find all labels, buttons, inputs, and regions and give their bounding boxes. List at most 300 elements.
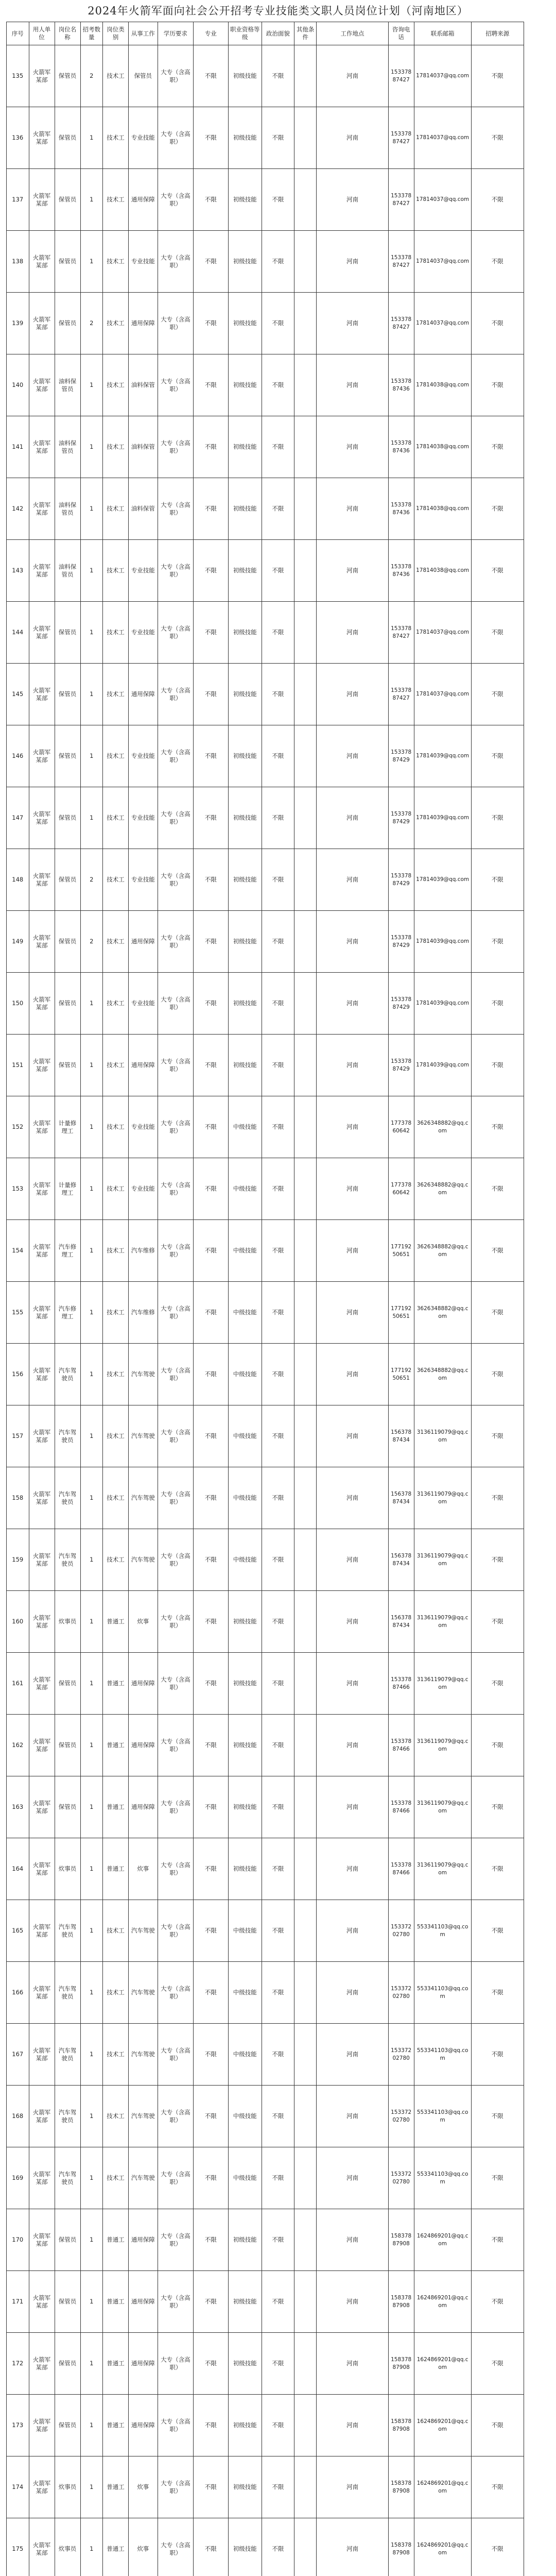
table-cell: 技术工 bbox=[103, 231, 129, 293]
table-cell: 火箭军某部 bbox=[29, 849, 55, 911]
table-cell: 145 bbox=[7, 664, 29, 725]
table-cell: 技术工 bbox=[103, 416, 129, 478]
table-cell: 技术工 bbox=[103, 1282, 129, 1344]
table-cell: 炊事 bbox=[129, 1591, 158, 1653]
table-cell: 河南 bbox=[317, 107, 388, 169]
table-cell: 1 bbox=[80, 540, 103, 602]
table-cell: 139 bbox=[7, 293, 29, 354]
table-cell: 1 bbox=[80, 2456, 103, 2518]
table-cell: 河南 bbox=[317, 1096, 388, 1158]
table-cell: 15337202780 bbox=[388, 2086, 414, 2147]
table-cell: 不限 bbox=[194, 2395, 228, 2456]
table-cell: 通用保障 bbox=[129, 911, 158, 973]
table-cell: 火箭军某部 bbox=[29, 1776, 55, 1838]
table-cell: 不限 bbox=[471, 1962, 524, 2024]
table-cell: 河南 bbox=[317, 45, 388, 107]
table-cell: 中级技能 bbox=[228, 2147, 262, 2209]
table-cell: 大专（含高职） bbox=[158, 602, 194, 664]
table-cell bbox=[294, 45, 317, 107]
table-cell: 15337887466 bbox=[388, 1653, 414, 1715]
table-cell: 不限 bbox=[262, 293, 294, 354]
table-cell: 初级技能 bbox=[228, 169, 262, 231]
table-cell: 大专（含高职） bbox=[158, 1282, 194, 1344]
table-cell: 火箭军某部 bbox=[29, 1344, 55, 1405]
table-cell bbox=[294, 1776, 317, 1838]
table-cell: 保管员 bbox=[55, 45, 80, 107]
table-cell: 3136119079@qq.com bbox=[414, 1776, 471, 1838]
column-header: 序号 bbox=[7, 22, 29, 45]
table-cell: 不限 bbox=[194, 1776, 228, 1838]
table-cell: 火箭军某部 bbox=[29, 2147, 55, 2209]
table-cell: 大专（含高职） bbox=[158, 1529, 194, 1591]
table-cell: 不限 bbox=[262, 1282, 294, 1344]
table-cell: 技术工 bbox=[103, 1344, 129, 1405]
table-cell: 17814037@qq.com bbox=[414, 293, 471, 354]
table-cell: 不限 bbox=[471, 911, 524, 973]
table-cell: 不限 bbox=[194, 45, 228, 107]
table-cell: 油料保管 bbox=[129, 416, 158, 478]
table-cell: 不限 bbox=[194, 1158, 228, 1220]
table-cell: 河南 bbox=[317, 1220, 388, 1282]
table-cell bbox=[294, 354, 317, 416]
table-cell: 大专（含高职） bbox=[158, 725, 194, 787]
table-cell: 火箭军某部 bbox=[29, 1096, 55, 1158]
table-cell bbox=[294, 1529, 317, 1591]
table-cell: 不限 bbox=[194, 1715, 228, 1776]
table-cell: 油料保管员 bbox=[55, 354, 80, 416]
table-cell: 火箭军某部 bbox=[29, 1282, 55, 1344]
table-cell: 15637887434 bbox=[388, 1467, 414, 1529]
table-cell: 3136119079@qq.com bbox=[414, 1838, 471, 1900]
table-cell: 15637887434 bbox=[388, 1405, 414, 1467]
table-cell: 1 bbox=[80, 1591, 103, 1653]
table-cell bbox=[294, 1096, 317, 1158]
table-cell: 大专（含高职） bbox=[158, 2209, 194, 2271]
table-cell: 1 bbox=[80, 2395, 103, 2456]
table-cell: 大专（含高职） bbox=[158, 169, 194, 231]
table-cell: 汽车驾驶 bbox=[129, 1405, 158, 1467]
table-row bbox=[7, 2456, 550, 2518]
table-cell: 技术工 bbox=[103, 2086, 129, 2147]
table-cell: 普通工 bbox=[103, 2518, 129, 2576]
table-cell: 初级技能 bbox=[228, 478, 262, 540]
table-cell: 河南 bbox=[317, 354, 388, 416]
table-cell bbox=[294, 2086, 317, 2147]
table-cell: 初级技能 bbox=[228, 540, 262, 602]
table-cell: 不限 bbox=[471, 107, 524, 169]
table-cell: 不限 bbox=[194, 1035, 228, 1096]
table-cell: 火箭军某部 bbox=[29, 2086, 55, 2147]
table-cell bbox=[294, 2024, 317, 2086]
table-cell: 大专（含高职） bbox=[158, 1900, 194, 1962]
table-cell: 17814038@qq.com bbox=[414, 478, 471, 540]
table-cell: 保管员 bbox=[55, 911, 80, 973]
table-cell: 保管员 bbox=[55, 2209, 80, 2271]
table-cell: 166 bbox=[7, 1962, 29, 2024]
table-row bbox=[7, 2147, 550, 2209]
table-cell: 135 bbox=[7, 45, 29, 107]
table-cell: 河南 bbox=[317, 849, 388, 911]
table-cell: 不限 bbox=[262, 231, 294, 293]
column-header: 职业资格等级 bbox=[228, 22, 262, 45]
table-cell: 初级技能 bbox=[228, 1591, 262, 1653]
table-cell: 河南 bbox=[317, 1282, 388, 1344]
column-header: 联系邮箱 bbox=[414, 22, 471, 45]
table-cell: 不限 bbox=[471, 2271, 524, 2333]
table-cell: 不限 bbox=[471, 849, 524, 911]
table-cell: 不限 bbox=[262, 1467, 294, 1529]
table-cell: 初级技能 bbox=[228, 354, 262, 416]
column-header: 咨询电话 bbox=[388, 22, 414, 45]
table-cell: 技术工 bbox=[103, 1962, 129, 2024]
table-cell: 保管员 bbox=[55, 2271, 80, 2333]
table-row bbox=[7, 725, 550, 787]
table-cell: 火箭军某部 bbox=[29, 787, 55, 849]
table-cell: 1624869201@qq.com bbox=[414, 2395, 471, 2456]
table-cell: 大专（含高职） bbox=[158, 416, 194, 478]
table-cell: 不限 bbox=[262, 2024, 294, 2086]
table-cell: 不限 bbox=[194, 1405, 228, 1467]
table-cell: 初级技能 bbox=[228, 293, 262, 354]
table-cell bbox=[294, 2209, 317, 2271]
table-cell: 初级技能 bbox=[228, 664, 262, 725]
table-cell: 不限 bbox=[194, 1653, 228, 1715]
table-cell: 通用保障 bbox=[129, 169, 158, 231]
table-cell: 不限 bbox=[471, 45, 524, 107]
table-cell: 不限 bbox=[262, 540, 294, 602]
table-cell: 普通工 bbox=[103, 2395, 129, 2456]
table-cell: 15337887429 bbox=[388, 973, 414, 1035]
table-cell: 不限 bbox=[194, 169, 228, 231]
table-cell bbox=[294, 1467, 317, 1529]
table-cell: 通用保障 bbox=[129, 2271, 158, 2333]
table-cell: 技术工 bbox=[103, 354, 129, 416]
table-cell: 初级技能 bbox=[228, 2456, 262, 2518]
table-cell: 1 bbox=[80, 416, 103, 478]
table-cell: 1 bbox=[80, 664, 103, 725]
table-cell: 不限 bbox=[194, 973, 228, 1035]
table-cell: 中级技能 bbox=[228, 2024, 262, 2086]
table-cell: 汽车驾驶员 bbox=[55, 2024, 80, 2086]
table-cell: 159 bbox=[7, 1529, 29, 1591]
table-cell: 技术工 bbox=[103, 1096, 129, 1158]
table-cell: 初级技能 bbox=[228, 787, 262, 849]
table-cell: 大专（含高职） bbox=[158, 2271, 194, 2333]
table-cell: 普通工 bbox=[103, 1838, 129, 1900]
table-cell: 不限 bbox=[194, 2456, 228, 2518]
table-cell: 初级技能 bbox=[228, 1838, 262, 1900]
table-cell: 火箭军某部 bbox=[29, 911, 55, 973]
column-header: 其他条件 bbox=[294, 22, 317, 45]
table-cell: 17814037@qq.com bbox=[414, 231, 471, 293]
table-cell: 初级技能 bbox=[228, 416, 262, 478]
table-cell: 中级技能 bbox=[228, 1344, 262, 1405]
table-cell: 不限 bbox=[194, 725, 228, 787]
table-cell: 17737860642 bbox=[388, 1096, 414, 1158]
table-cell: 中级技能 bbox=[228, 1900, 262, 1962]
table-cell: 河南 bbox=[317, 725, 388, 787]
table-cell: 火箭军某部 bbox=[29, 354, 55, 416]
table-cell: 大专（含高职） bbox=[158, 2086, 194, 2147]
table-cell: 不限 bbox=[194, 2209, 228, 2271]
table-cell: 技术工 bbox=[103, 1405, 129, 1467]
table-cell: 大专（含高职） bbox=[158, 787, 194, 849]
table-cell: 不限 bbox=[262, 2086, 294, 2147]
table-cell: 17814039@qq.com bbox=[414, 1035, 471, 1096]
table-cell: 3136119079@qq.com bbox=[414, 1405, 471, 1467]
table-cell: 河南 bbox=[317, 787, 388, 849]
table-body bbox=[7, 45, 550, 2576]
table-cell: 3626348882@qq.com bbox=[414, 1096, 471, 1158]
table-cell: 17814038@qq.com bbox=[414, 540, 471, 602]
table-cell: 15337887466 bbox=[388, 1776, 414, 1838]
table-cell: 不限 bbox=[262, 416, 294, 478]
table-cell: 160 bbox=[7, 1591, 29, 1653]
table-row bbox=[7, 849, 550, 911]
table-cell bbox=[294, 1962, 317, 2024]
table-cell: 初级技能 bbox=[228, 45, 262, 107]
table-cell: 175 bbox=[7, 2518, 29, 2576]
table-cell: 不限 bbox=[262, 2147, 294, 2209]
table-row bbox=[7, 231, 550, 293]
table-cell bbox=[294, 849, 317, 911]
positions-table bbox=[6, 22, 550, 2576]
table-cell: 大专（含高职） bbox=[158, 478, 194, 540]
table-cell: 不限 bbox=[471, 293, 524, 354]
column-header: 工作地点 bbox=[317, 22, 388, 45]
table-cell: 大专（含高职） bbox=[158, 664, 194, 725]
table-cell: 大专（含高职） bbox=[158, 1220, 194, 1282]
table-cell: 技术工 bbox=[103, 45, 129, 107]
table-cell: 不限 bbox=[262, 1962, 294, 2024]
table-cell: 不限 bbox=[194, 1467, 228, 1529]
table-cell: 大专（含高职） bbox=[158, 973, 194, 1035]
table-cell: 不限 bbox=[262, 1220, 294, 1282]
table-cell: 初级技能 bbox=[228, 1715, 262, 1776]
table-cell: 火箭军某部 bbox=[29, 416, 55, 478]
column-header: 用人单位 bbox=[29, 22, 55, 45]
table-cell: 不限 bbox=[471, 973, 524, 1035]
table-cell: 3626348882@qq.com bbox=[414, 1220, 471, 1282]
table-cell: 大专（含高职） bbox=[158, 1096, 194, 1158]
table-cell: 17814039@qq.com bbox=[414, 849, 471, 911]
table-cell: 15337887427 bbox=[388, 231, 414, 293]
table-cell: 技术工 bbox=[103, 1220, 129, 1282]
table-cell: 河南 bbox=[317, 416, 388, 478]
table-cell: 技术工 bbox=[103, 1900, 129, 1962]
table-row bbox=[7, 169, 550, 231]
table-cell: 不限 bbox=[262, 1344, 294, 1405]
table-cell: 1 bbox=[80, 478, 103, 540]
table-cell: 172 bbox=[7, 2333, 29, 2395]
table-cell: 火箭军某部 bbox=[29, 2456, 55, 2518]
table-cell: 保管员 bbox=[129, 45, 158, 107]
table-cell: 15337887427 bbox=[388, 169, 414, 231]
table-cell: 15337202780 bbox=[388, 2147, 414, 2209]
table-cell: 17814039@qq.com bbox=[414, 911, 471, 973]
table-cell: 不限 bbox=[471, 725, 524, 787]
table-cell: 15337887466 bbox=[388, 1715, 414, 1776]
table-cell: 河南 bbox=[317, 2333, 388, 2395]
table-cell: 汽车驾驶 bbox=[129, 1529, 158, 1591]
table-cell: 大专（含高职） bbox=[158, 2395, 194, 2456]
table-cell: 不限 bbox=[471, 1838, 524, 1900]
table-cell: 汽车驾驶员 bbox=[55, 2147, 80, 2209]
table-row bbox=[7, 45, 550, 107]
table-row bbox=[7, 1096, 550, 1158]
table-cell: 河南 bbox=[317, 169, 388, 231]
table-cell: 1624869201@qq.com bbox=[414, 2333, 471, 2395]
table-cell: 15337887429 bbox=[388, 725, 414, 787]
table-cell: 不限 bbox=[262, 1776, 294, 1838]
table-cell: 大专（含高职） bbox=[158, 354, 194, 416]
table-cell: 553341103@qq.com bbox=[414, 2086, 471, 2147]
table-cell: 炊事员 bbox=[55, 1591, 80, 1653]
table-cell: 不限 bbox=[471, 602, 524, 664]
table-cell bbox=[294, 1035, 317, 1096]
table-cell: 不限 bbox=[262, 169, 294, 231]
table-cell: 不限 bbox=[471, 1220, 524, 1282]
table-cell: 火箭军某部 bbox=[29, 1900, 55, 1962]
table-cell: 137 bbox=[7, 169, 29, 231]
table-row bbox=[7, 1158, 550, 1220]
table-cell: 1624869201@qq.com bbox=[414, 2456, 471, 2518]
table-cell bbox=[294, 973, 317, 1035]
table-cell: 17814039@qq.com bbox=[414, 725, 471, 787]
table-cell: 初级技能 bbox=[228, 725, 262, 787]
table-cell: 15637887434 bbox=[388, 1591, 414, 1653]
table-cell: 不限 bbox=[471, 416, 524, 478]
table-cell: 初级技能 bbox=[228, 107, 262, 169]
table-cell: 火箭军某部 bbox=[29, 1220, 55, 1282]
table-cell: 15837887908 bbox=[388, 2518, 414, 2576]
table-cell: 不限 bbox=[471, 2086, 524, 2147]
table-cell: 不限 bbox=[194, 1220, 228, 1282]
table-cell: 不限 bbox=[471, 540, 524, 602]
table-cell: 专业技能 bbox=[129, 1158, 158, 1220]
table-cell: 普通工 bbox=[103, 2209, 129, 2271]
table-cell: 17814037@qq.com bbox=[414, 45, 471, 107]
table-cell: 初级技能 bbox=[228, 1653, 262, 1715]
table-cell: 炊事 bbox=[129, 1838, 158, 1900]
table-cell: 不限 bbox=[194, 2024, 228, 2086]
table-cell: 大专（含高职） bbox=[158, 911, 194, 973]
table-cell: 不限 bbox=[262, 1405, 294, 1467]
table-cell: 不限 bbox=[194, 2271, 228, 2333]
table-row bbox=[7, 478, 550, 540]
table-cell: 大专（含高职） bbox=[158, 1776, 194, 1838]
table-cell bbox=[294, 725, 317, 787]
table-cell: 不限 bbox=[471, 169, 524, 231]
table-cell: 不限 bbox=[262, 664, 294, 725]
table-cell: 1 bbox=[80, 973, 103, 1035]
table-cell: 火箭军某部 bbox=[29, 107, 55, 169]
table-cell: 2 bbox=[80, 911, 103, 973]
table-cell: 河南 bbox=[317, 1591, 388, 1653]
table-cell: 技术工 bbox=[103, 478, 129, 540]
table-cell: 大专（含高职） bbox=[158, 1653, 194, 1715]
table-cell: 中级技能 bbox=[228, 1096, 262, 1158]
table-row bbox=[7, 1035, 550, 1096]
table-cell: 不限 bbox=[194, 2147, 228, 2209]
table-cell: 保管员 bbox=[55, 849, 80, 911]
table-cell: 汽车驾驶 bbox=[129, 1900, 158, 1962]
table-cell: 中级技能 bbox=[228, 2086, 262, 2147]
table-cell: 普通工 bbox=[103, 2333, 129, 2395]
table-cell: 技术工 bbox=[103, 1467, 129, 1529]
table-cell: 初级技能 bbox=[228, 911, 262, 973]
table-cell: 不限 bbox=[194, 107, 228, 169]
table-cell: 151 bbox=[7, 1035, 29, 1096]
table-cell: 不限 bbox=[262, 849, 294, 911]
table-cell: 通用保障 bbox=[129, 1653, 158, 1715]
table-row bbox=[7, 1715, 550, 1776]
table-cell: 汽车驾驶 bbox=[129, 1962, 158, 2024]
table-cell: 1 bbox=[80, 1653, 103, 1715]
table-row bbox=[7, 911, 550, 973]
table-row bbox=[7, 1405, 550, 1467]
table-cell: 中级技能 bbox=[228, 1467, 262, 1529]
table-cell: 148 bbox=[7, 849, 29, 911]
table-cell: 1 bbox=[80, 169, 103, 231]
table-cell: 17719250651 bbox=[388, 1220, 414, 1282]
table-cell: 火箭军某部 bbox=[29, 1653, 55, 1715]
table-cell: 1 bbox=[80, 1344, 103, 1405]
table-cell: 火箭军某部 bbox=[29, 169, 55, 231]
table-cell: 初级技能 bbox=[228, 2518, 262, 2576]
table-cell: 3626348882@qq.com bbox=[414, 1158, 471, 1220]
table-row bbox=[7, 2024, 550, 2086]
table-cell: 普通工 bbox=[103, 1776, 129, 1838]
table-cell: 不限 bbox=[471, 1529, 524, 1591]
table-cell: 17719250651 bbox=[388, 1282, 414, 1344]
table-row bbox=[7, 973, 550, 1035]
table-cell: 汽车维修 bbox=[129, 1220, 158, 1282]
column-header: 从事工作 bbox=[129, 22, 158, 45]
table-cell: 河南 bbox=[317, 973, 388, 1035]
table-cell: 15337887427 bbox=[388, 107, 414, 169]
table-cell: 不限 bbox=[194, 664, 228, 725]
table-cell: 大专（含高职） bbox=[158, 2333, 194, 2395]
table-cell: 大专（含高职） bbox=[158, 1715, 194, 1776]
table-cell: 河南 bbox=[317, 1838, 388, 1900]
table-cell: 不限 bbox=[471, 1282, 524, 1344]
table-cell: 173 bbox=[7, 2395, 29, 2456]
table-cell bbox=[294, 1282, 317, 1344]
table-cell: 专业技能 bbox=[129, 787, 158, 849]
table-cell: 火箭军某部 bbox=[29, 1158, 55, 1220]
table-row bbox=[7, 1467, 550, 1529]
table-cell bbox=[294, 1158, 317, 1220]
table-cell bbox=[294, 293, 317, 354]
table-cell: 火箭军某部 bbox=[29, 293, 55, 354]
table-cell: 通用保障 bbox=[129, 293, 158, 354]
table-cell: 火箭军某部 bbox=[29, 1838, 55, 1900]
table-cell: 汽车驾驶 bbox=[129, 2086, 158, 2147]
table-cell: 火箭军某部 bbox=[29, 1962, 55, 2024]
table-cell: 汽车驾驶员 bbox=[55, 1467, 80, 1529]
table-cell: 1624869201@qq.com bbox=[414, 2209, 471, 2271]
table-cell: 通用保障 bbox=[129, 2395, 158, 2456]
table-cell: 不限 bbox=[194, 1591, 228, 1653]
table-cell: 河南 bbox=[317, 2456, 388, 2518]
table-cell: 大专（含高职） bbox=[158, 1035, 194, 1096]
table-cell: 河南 bbox=[317, 1035, 388, 1096]
table-cell: 不限 bbox=[262, 973, 294, 1035]
table-cell: 17814038@qq.com bbox=[414, 354, 471, 416]
table-cell: 初级技能 bbox=[228, 2271, 262, 2333]
table-cell: 150 bbox=[7, 973, 29, 1035]
